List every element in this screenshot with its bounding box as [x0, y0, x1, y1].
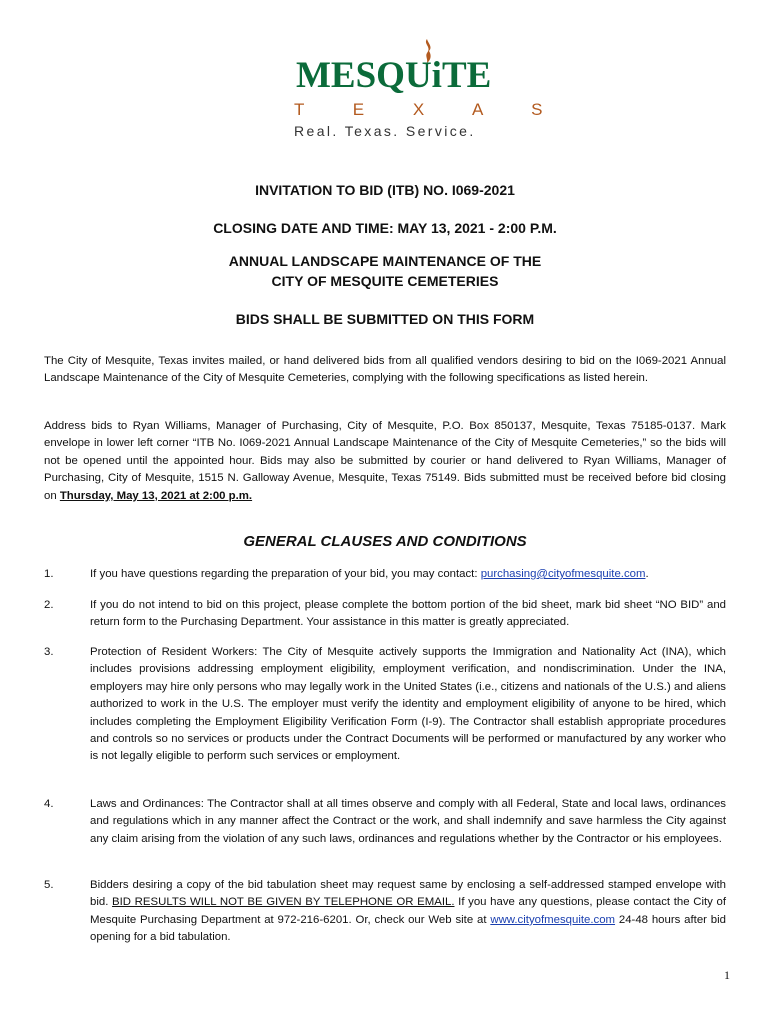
project-title-line2: CITY OF MESQUITE CEMETERIES [271, 273, 499, 289]
mesquite-logo [290, 38, 565, 143]
page-number: 1 [724, 968, 730, 982]
clause-text: Protection of Resident Workers: The City of Mesquite actively supports the Immigration and Nationality Act (INA), which includes provisions addressing employment eligibility, employment verification, and nondiscrimination. Under the INA, employers may hire only persons who may legally work in the United States (i.e., citizens and nationals of the U.S.) and aliens authorized to work in the U.S. The employer must verify the identity and employment eligibility of anyone to be hired, which includes completing the Employment Eligibility Verification Form (I-9). The Contractor shall establish appropriate procedures and controls so no services or products under the Contract Documents will be performed or manufactured by any worker who is not legally eligible to perform such services or employment. [90, 646, 726, 763]
clause-text: Laws and Ordinances: The Contractor shall at all times observe and comply with all Federal, State and local laws, ordinances and regulations which in any manner affect the Contract or the work, and shall indemnify and save harmless the City against any claim arising from the violation of any such laws, ordinances and regulations whether by the Contractor or his employees. [90, 798, 726, 845]
address-text: Address bids to Ryan Williams, Manager of Purchasing, City of Mesquite, P.O. Box 850137, Mesquite, Texas 75185-0137. Mark envelope in lower left corner “ITB No. I069-2021 Annual Landscape Maintenance of the City of Mesquite Cemeteries,” so the bids will not be opened until the appointed hour. Bids may also be submitted by courier or hand delivered to Ryan Williams, Manager of Purchasing, City of Mesquite, 1515 N. Galloway Avenue, Mesquite, Texas 75149. Bids submitted must be received before bid closing on [44, 420, 726, 502]
clause-number: 1. [44, 568, 54, 580]
email-link[interactable]: purchasing@cityofmesquite.com [480, 568, 646, 580]
clause-text: If you do not intend to bid on this project, please complete the bottom portion of the bid sheet, mark bid sheet “NO BID” and return form to the Purchasing Department. Your assistance in this matter is greatly appreciated. [90, 599, 726, 629]
bid-deadline: Thursday, May 13, 2021 at 2:00 p.m. [59, 489, 253, 502]
clause-text [90, 877, 726, 947]
clause-text-part: Bidders desiring a copy of the bid tabulation sheet may request same by enclosing a self-addressed stamped envelope with bid. [90, 879, 726, 909]
section-title: GENERAL CLAUSES AND CONDITIONS [243, 533, 527, 550]
clause-text-part: If you have any questions, please contact the City of Mesquite Purchasing Department at 972-216-6201. Or, check our Web site at [90, 896, 727, 926]
closing-date: CLOSING DATE AND TIME: MAY 13, 2021 - 2:00 P.M. [213, 220, 557, 236]
clause-text [90, 566, 726, 583]
logo-tagline: Real. Texas. Service. [294, 123, 476, 139]
intro-paragraph: The City of Mesquite, Texas invites mailed, or hand delivered bids from all qualified vendors desiring to bid on the I069-2021 Annual Landscape Maintenance of the City of Mesquite Cemeteries, complying with the following specifications as listed herein. [44, 355, 726, 385]
submit-note: BIDS SHALL BE SUBMITTED ON THIS FORM [235, 311, 535, 327]
itb-title: INVITATION TO BID (ITB) NO. I069-2021 [255, 182, 515, 198]
logo-state: T E X A S [294, 100, 565, 119]
address-paragraph [44, 418, 726, 505]
clause-text-part: If you have questions regarding the preparation of your bid, you may contact: [90, 568, 481, 580]
clause-text-part: 24-48 hours after bid opening for a bid tabulation. [90, 913, 726, 944]
clause-number: 2. [44, 599, 54, 611]
project-title-line1: ANNUAL LANDSCAPE MAINTENANCE OF THE [228, 253, 542, 269]
website-link[interactable]: www.cityofmesquite.com [490, 913, 616, 926]
clause-number: 3. [44, 646, 54, 658]
clause-text-part: . [645, 568, 649, 580]
logo-wordmark: MESQUiTE [296, 55, 492, 96]
clause-number: 4. [44, 798, 54, 810]
clause-number: 5. [44, 879, 54, 891]
no-phone-results-notice: BID RESULTS WILL NOT BE GIVEN BY TELEPHONE OR EMAIL. [112, 896, 455, 909]
